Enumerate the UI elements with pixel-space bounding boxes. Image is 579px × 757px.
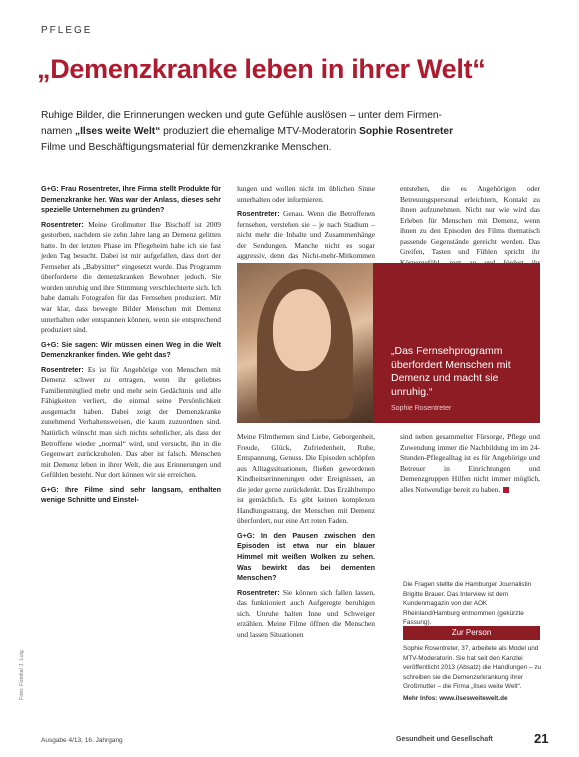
column-2-paragraph: Meine Filmthemen sind Liebe, Geborgenheit, Freude, Glück, Zufriedenheit, Ruhe, Entspannung, Genuss. Die Episoden schöpfen aus Alltagssituationen, fließen gewordenen Kindheitserinnerungen oder Ereignissen, an die jeder gerne zurückdenkt. Das Erzähltempo ist gemächlich. Es gibt keinen komplexen Handlungsstrang, der Menschen mit Demenz überfordert, nur eine Art roten Faden.	[237, 432, 375, 526]
info-box-title: Zur Person	[403, 626, 540, 640]
article-column-2-bottom	[237, 432, 375, 644]
lead-line-2: namen „Ilses weite Welt“ produziert die ehemalige MTV-Moderatorin Sophie Rosentreter	[41, 126, 454, 137]
article-column-3-bottom	[400, 432, 540, 499]
magazine-name: Gesundheit und Gesellschaft	[396, 736, 493, 743]
answer-1: Rosentreter: Meine Großmutter Ilse Bischoff ist 2009 gestorben, nachdem sie zehn Jahre lang an Demenz gelitten hatte. In der letzten Phase im Pflegeheim habe ich sie fast jeden Tag besucht. Dabei ist mir aufgefallen, dass dort der Fernseher als „Babysitter“ eingesetzt wurde. Das Programm überforderte die demenzkranken Bewohner jedoch. Sie wurden unruhig und ihre Stimmung verschlechterte sich. Ich habe damals Fotografen für das Fernsehen produziert. Mir war klar, dass bewegte Bilder Menschen mit Demenz unterhalten oder entspannen können, wenn sie entsprechend produziert sind.	[41, 219, 221, 335]
photo-credit: Foto: Fotolia/ J. Luig	[19, 650, 25, 700]
quote-box	[373, 263, 540, 423]
page-title: „Demenzkranke leben in ihrer Welt“	[37, 54, 486, 84]
portrait-photo	[237, 263, 373, 423]
quote-source: Sophie Rosentreter	[391, 405, 452, 412]
interview-note: Die Fragen stellte die Hamburger Journalistin Brigitte Brauer. Das Interview ist dem Kundenmagazin von der AOK Rheinland/Hamburg entnommen (gekürzte Fassung).	[403, 581, 532, 626]
answer-column-2: Rosentreter: Genau. Wenn die Betroffenen fernsehen, verstehen sie – je nach Stadium – nicht mehr die Inhalte und Zusammenhänge der Sendungen. Manche nicht es sogar aggressiv, denn das Nicht-mehr-Mitkommen	[237, 209, 375, 261]
lead-paragraph	[41, 108, 541, 156]
lead-line-3: Filme und Beschäftigungsmaterial für demenzkranke Menschen.	[41, 142, 332, 153]
section-label: PFLEGE	[41, 25, 93, 36]
column-3-closing: sind neben gesammelter Fürsorge, Pflege und Zuwendung immer die Nachbildung im im 24-Stunden-Pflegealltag ist es für Angehörige und Betreuer in Einrichtungen und Demenzgruppen Hilfen nicht immer möglich, alles Notwendige bereit zu haben.	[400, 432, 540, 494]
question-3: G+G: Ihre Filme sind sehr langsam, enthalten wenige Schnitte und Einstel-	[41, 484, 221, 505]
article-column-3-top: entstehen, die es Angehörigen oder Betreuungspersonal erleichtern, Kontakt zu ihnen aufzunehmen. Nicht nur wie wird das Erleben für Menschen mit Demenz, wenn ihnen zu den Episoden des Films thematisch passende Gegenstände gereicht werden. Das Greifen, Tasten und Fühlen spricht ihr	[400, 184, 540, 257]
question-4: G+G: In den Pausen zwischen den Episoden ist etwa nur ein blauer Himmel mit weißen Wolken zu sehen. Was bewirkt das bei dementen Menschen?	[237, 530, 375, 583]
info-box-link[interactable]: Mehr Infos: www.ilsesweitewelt.de	[403, 694, 508, 702]
question-1: G+G: Frau Rosentreter, Ihre Firma stellt Produkte für Demenzkranke her. Was war der Anlass, dieses sehr spezielle Unternehmen zu gründen?	[41, 184, 221, 215]
answer-2: Rosentreter: Es ist für Angehörige von Menschen mit Demenz schwer zu ertragen, wenn ihr geliebtes Familienmitglied mehr und mehr sein Gedächtnis und alle Fähigkeiten verliert, die einmal seine Persönlichkeit ausgemacht haben. Dabei zeigt der Demenzkranke zunehmend Verhaltensweisen, die kaum zuzuordnen sind. Natürlich wünscht man sich nichts sehnlicher, als dass der Betroffene wieder „normal“ wird, und versucht, ihn in die Gegenwart zurückzuholen. Das aber ist falsch. Menschen mit Demenz leben in ihrer Welt, die aus Erinnerungen und Gefühlen besteht. Nur dort können wir sie erreichen.	[41, 364, 221, 480]
lead-line-1: Ruhige Bilder, die Erinnerungen wecken und gute Gefühle auslösen – unter dem Firmen-	[41, 110, 442, 121]
pull-quote: „Das Fernsehprogramm überfordert Menschen mit Demenz und macht sie unruhig.“	[391, 345, 511, 398]
info-box-body	[403, 644, 543, 703]
article-column-1	[41, 184, 221, 510]
question-2: G+G: Sie sagen: Wir müssen einen Weg in die Welt Demenzkranker finden. Wie geht das?	[41, 339, 221, 360]
end-mark-icon	[503, 487, 509, 493]
page-number: 21	[534, 731, 549, 746]
info-box-text: Sophie Rosentreter, 37, arbeitete als Model und MTV-Moderatorin. Sie hat seit den Kanzlei veröffentlicht 2013 (Absatz) die Handlungen – zu schreiben sie die Demenzerkrankung ihrer Großmutter – die Firma „Ilses weite Welt“.	[403, 645, 542, 690]
column-2-continuation: lungen und wollen nicht im üblichen Sinne unterhalten oder informieren.	[237, 184, 375, 204]
issue-info: Ausgabe 4/13, 16. Jahrgang	[41, 737, 123, 744]
answer-4: Rosentreter: Sie können sich fallen lassen, das funktioniert auch Aufgeregte beruhigen sich. Unruhe halten Inne und Schweiger erzählen. Meine Filme öffnen die Menschen und lassen Situationen	[237, 587, 375, 639]
